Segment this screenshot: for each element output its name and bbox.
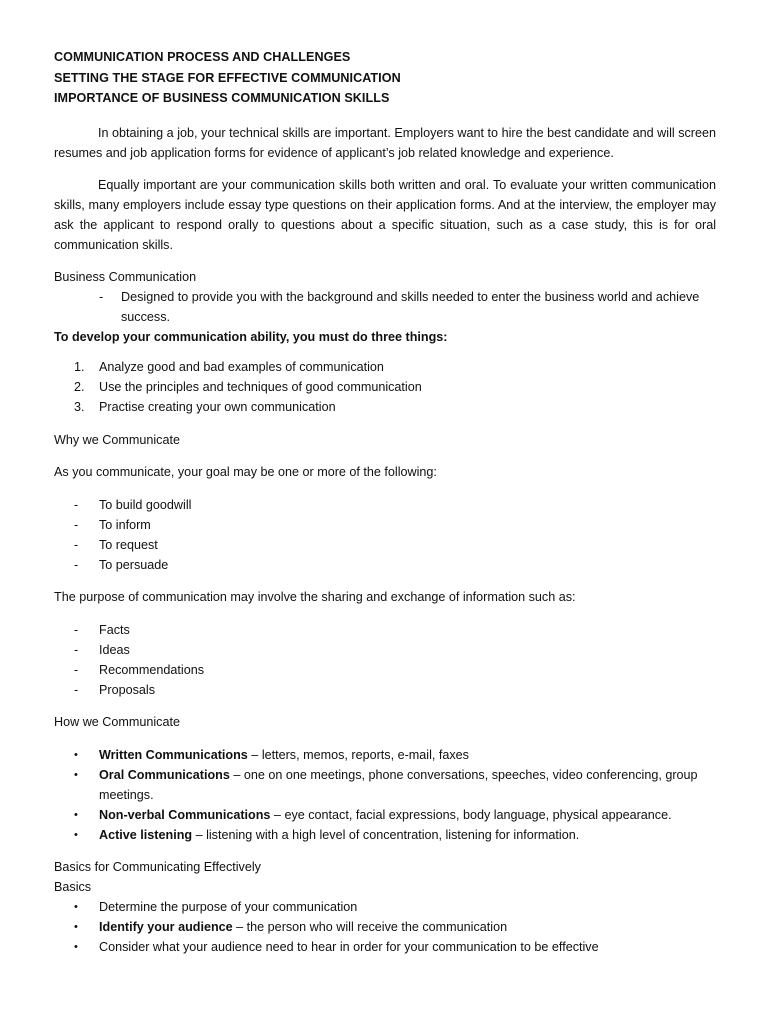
list-item-text: – the person who will receive the communication [232,919,508,934]
list-item-text: – eye contact, facial expressions, body language, physical appearance. [270,807,672,822]
why-intro: As you communicate, your goal may be one or more of the following: [54,464,437,479]
dash-marker: - [74,537,79,552]
list-item [54,397,716,417]
develop-intro-rest: , you must do three things: [285,329,448,344]
bullet-marker: • [74,828,78,841]
bullet-marker: • [74,920,78,933]
list-item [54,515,716,535]
list-item [54,555,716,575]
why-goals-list [54,495,716,575]
list-item-term: Identify your audience [99,919,233,934]
list-item-text: Analyze good and bad examples of communication [99,359,384,374]
list-item [54,357,716,377]
develop-intro-bold: To develop your communication ability [54,329,286,344]
list-item [54,640,716,660]
purpose-section [54,587,716,700]
how-title: How we Communicate [54,714,180,729]
develop-intro [54,327,716,347]
list-item [54,765,716,805]
why-section [54,430,716,575]
list-item-text: Practise creating your own communication [99,399,336,414]
heading-3: IMPORTANCE OF BUSINESS COMMUNICATION SKILLS [54,91,390,105]
list-item [54,495,716,515]
list-item [54,660,716,680]
list-item-text: To request [99,537,158,552]
list-item-text: Determine the purpose of your communication [99,899,358,914]
paragraph-technical-skills: In obtaining a job, your technical skills are important. Employers want to hire the best candidate and will screen resumes and job application forms for evidence of applicant’s job related knowledge and experience. [54,125,716,160]
basics-title: Basics for Communicating Effectively [54,859,261,874]
dash-marker: - [74,497,79,512]
number-marker: 3. [74,399,85,414]
bullet-marker: • [74,940,78,953]
bullet-marker: • [74,768,78,781]
list-item-text: – letters, memos, reports, e-mail, faxes [247,747,469,762]
list-item-text: Consider what your audience need to hear in order for your communication to be effective [99,939,599,954]
list-item-text: To build goodwill [99,497,192,512]
list-item [54,535,716,555]
how-section [54,712,716,845]
heading-2: SETTING THE STAGE FOR EFFECTIVE COMMUNICATION [54,70,401,85]
heading-1: COMMUNICATION PROCESS AND CHALLENGES [54,50,351,64]
basics-list [54,897,716,957]
list-item [54,377,716,397]
document-page [54,47,716,957]
why-title: Why we Communicate [54,432,180,447]
list-item-text: Use the principles and techniques of good communication [99,379,422,394]
basics-subtitle: Basics [54,879,92,894]
how-list [54,745,716,845]
basics-section [54,857,716,957]
dash-marker: - [74,622,79,637]
title-block [54,47,716,109]
list-item-term: Active listening [99,827,193,842]
list-item-text: Facts [99,622,130,637]
purpose-intro: The purpose of communication may involve the sharing and exchange of information such as: [54,589,576,604]
list-item-term: Oral Communications [99,767,230,782]
develop-steps-list [54,357,716,417]
number-marker: 1. [74,359,85,374]
list-item [54,680,716,700]
dash-marker: - [74,642,79,657]
dash-marker: - [74,517,79,532]
list-item [54,897,716,917]
list-item-text: Designed to provide you with the background and skills needed to enter the business world and achieve success. [121,289,700,324]
list-item-text: Ideas [99,642,130,657]
number-marker: 2. [74,379,85,394]
list-item [54,805,716,825]
purpose-list [54,620,716,700]
list-item [54,620,716,640]
list-item-term: Written Communications [99,747,248,762]
list-item-text: Proposals [99,682,156,697]
list-item-text: – listening with a high level of concentration, listening for information. [192,827,580,842]
list-item [54,937,716,957]
bullet-marker: • [74,808,78,821]
business-communication-title: Business Communication [54,269,197,284]
list-item [54,825,716,845]
business-communication-list [54,287,716,327]
list-item-text: To inform [99,517,151,532]
dash-marker: - [74,557,79,572]
bullet-marker: • [74,900,78,913]
list-item [54,745,716,765]
list-item-text: Recommendations [99,662,204,677]
list-item-text: – one on one meetings, phone conversations, speeches, video conferencing, group meetings. [99,767,698,802]
list-item [54,287,716,327]
business-communication-section [54,267,716,327]
dash-marker: - [74,662,79,677]
dash-marker: - [74,682,79,697]
develop-section [54,327,716,417]
list-item [54,917,716,937]
list-item-term: Non-verbal Communications [99,807,271,822]
paragraph-communication-skills: Equally important are your communication skills both written and oral. To evaluate your written communication skills, many employers include essay type questions on their application forms. And at the interview, the employer may ask the applicant to respond orally to questions about a specific situation, such as a case study, this is for oral communication skills. [54,177,716,252]
bullet-marker: • [74,748,78,761]
list-item-text: To persuade [99,557,169,572]
dash-marker: - [99,289,104,304]
